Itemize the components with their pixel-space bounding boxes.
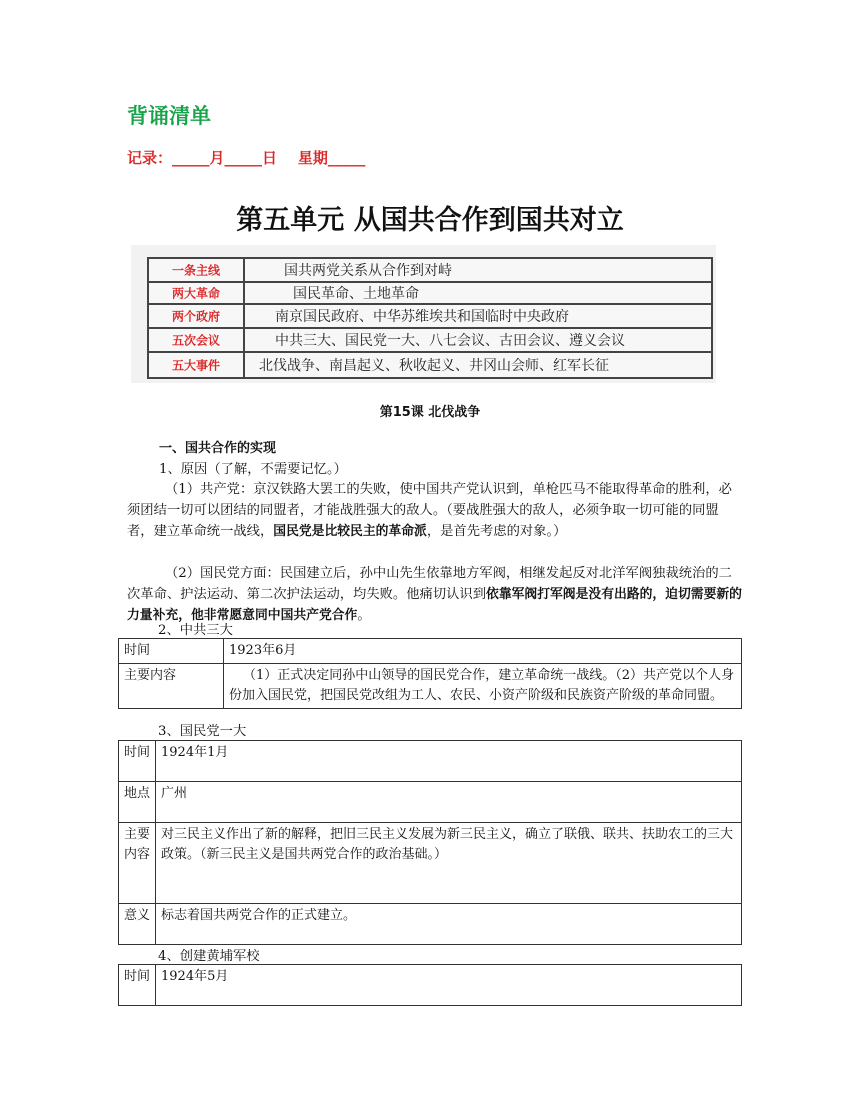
summary-row xyxy=(149,353,711,377)
table-row xyxy=(119,664,742,709)
summary-row xyxy=(149,283,711,305)
checklist-title: 背诵清单 xyxy=(127,104,211,128)
table-row xyxy=(119,639,742,664)
reason-heading: 1、原因（了解，不需要记忆。） xyxy=(159,462,347,477)
whampoa-table xyxy=(118,964,742,1006)
table-cell: 广州 xyxy=(156,782,742,823)
section-heading: 一、国共合作的实现 xyxy=(159,441,277,456)
summary-value: 国共两党关系从合作到对峙 xyxy=(284,263,452,279)
summary-value: 中共三大、国民党一大、八七会议、古田会议、遵义会议 xyxy=(275,333,625,349)
table-cell: 对三民主义作出了新的解释，把旧三民主义发展为新三民主义，确立了联俄、联共、扶助农工的三大政策。（新三民主义是国共两党合作的政治基础。） xyxy=(156,823,742,904)
summary-row xyxy=(149,305,711,329)
table-label: 地点 xyxy=(119,782,156,823)
table-label: 时间 xyxy=(119,639,224,664)
summary-value: 北伐战争、南昌起义、秋收起义、井冈山会师、红军长征 xyxy=(259,358,609,374)
table-cell: 1923年6月 xyxy=(224,639,742,664)
record-date-line: 记录：_____月_____日 星期_____ xyxy=(127,149,366,167)
table-cell: 1924年5月 xyxy=(156,965,742,1006)
summary-label: 两个政府 xyxy=(171,309,220,324)
table-cell: 标志着国共两党合作的正式建立。 xyxy=(156,904,742,945)
table-row xyxy=(119,741,742,782)
summary-value: 南京国民政府、中华苏维埃共和国临时中央政府 xyxy=(275,309,569,325)
reason-paragraph-2: （2）国民党方面：民国建立后，孙中山先生依靠地方军阀，相继发起反对北洋军阀独裁统治的二次革命、护法运动、第二次护法运动，均失败。他痛切认识到依靠军阀打军阀是没有出路的，迫切需要新的力量补充，他非常愿意同中国共产党合作。 xyxy=(127,566,742,623)
summary-value: 国民革命、土地革命 xyxy=(293,286,419,302)
table-row xyxy=(119,904,742,945)
highlight-text: 国民党是比较民主的革命派 xyxy=(273,524,427,539)
unit-title: 第五单元 从国共合作到国共对立 xyxy=(236,205,624,236)
table-label: 时间 xyxy=(119,741,156,782)
lesson-title: 第15课 北伐战争 xyxy=(379,405,481,420)
whampoa-heading: 4、创建黄埔军校 xyxy=(158,949,260,964)
cpc3-heading: 2、中共三大 xyxy=(158,623,233,638)
table-label: 时间 xyxy=(119,965,156,1006)
highlight-text: 依靠军阀打军阀是没有出路的，迫切需要新的力量补充，他非常愿意同中国共产党合作 xyxy=(127,587,742,623)
unit-summary-table xyxy=(131,245,716,383)
cpc3-table xyxy=(118,638,742,709)
table-cell: （1）正式决定同孙中山领导的国民党合作，建立革命统一战线。（2）共产党以个人身份加入国民党，把国民党改组为工人、农民、小资产阶级和民族资产阶级的革命同盟。 xyxy=(224,664,742,709)
summary-label: 一条主线 xyxy=(171,263,220,278)
kmt1-table xyxy=(118,740,742,945)
kmt1-heading: 3、国民党一大 xyxy=(158,724,247,739)
table-label: 主要内容 xyxy=(119,823,156,904)
summary-label: 两大革命 xyxy=(171,286,220,301)
table-row xyxy=(119,823,742,904)
table-label: 主要内容 xyxy=(119,664,224,709)
summary-row xyxy=(149,259,711,283)
table-label: 意义 xyxy=(119,904,156,945)
table-cell: 1924年1月 xyxy=(156,741,742,782)
summary-label: 五大事件 xyxy=(171,358,220,373)
reason-paragraph-1: （1）共产党：京汉铁路大罢工的失败，使中国共产党认识到，单枪匹马不能取得革命的胜利，必须团结一切可以团结的同盟者，才能战胜强大的敌人。（要战胜强大的敌人，必须争取一切可能的同盟者，建立革命统一战线，国民党是比较民主的革命派，是首先考虑的对象。） xyxy=(127,482,732,539)
table-row xyxy=(119,965,742,1006)
summary-row xyxy=(149,329,711,353)
summary-label: 五次会议 xyxy=(171,333,220,348)
table-row xyxy=(119,782,742,823)
